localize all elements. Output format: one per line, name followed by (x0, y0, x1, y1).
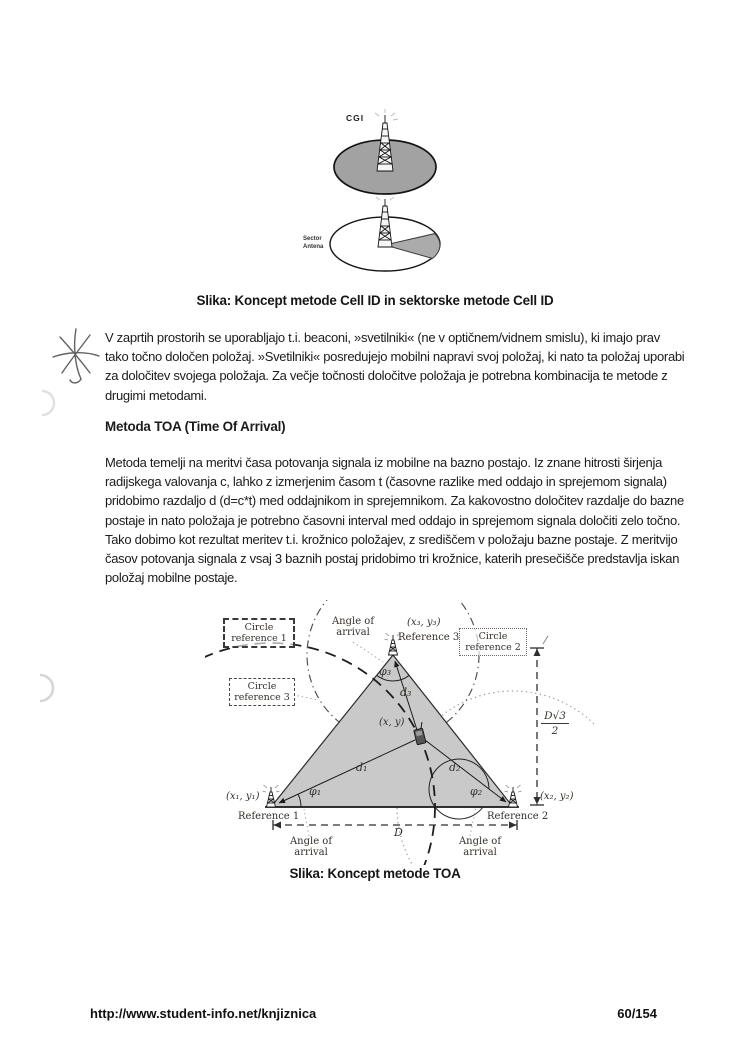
d1-label: d₁ (356, 761, 368, 774)
coords-xy-label: (x, y) (379, 717, 405, 728)
phi1-label: φ₁ (309, 785, 322, 798)
fraction-numerator: D√3 (544, 710, 566, 722)
handwritten-star-mark (45, 322, 107, 394)
fraction-denominator: 2 (541, 723, 569, 737)
cellid-figure-caption: Slika: Koncept metode Cell ID in sektorske metode Cell ID (196, 293, 554, 308)
d3-label: d₃ (400, 686, 412, 699)
circle-reference-3-box: Circle reference 3 (229, 678, 295, 706)
ring-mark-bottom (27, 672, 57, 704)
sector-antenna-label-line1: Sector (303, 236, 322, 242)
ring-mark-top (30, 388, 58, 418)
body-paragraph-1: V zaprtih prostorih se uporabljajo t.i. beaconi, »svetilniki« (ne v optičnem/vidnem smislu), ki imajo prav tako točno določen položaj. »Svetilniki« posredujejo mobilni napravi svoj položaj, ki nato ta položaj uporabi za določitev svojega položaja. Za večje točnosti določitve položaja je potrebna kombinacija te metode z drugimi metodami. (105, 330, 685, 403)
reference-2-label: Reference 2 (487, 811, 549, 822)
reference-1-label: Reference 1 (238, 811, 300, 822)
height-fraction-label (541, 710, 569, 737)
cellid-figure (290, 103, 485, 298)
angle-of-arrival-label-right: Angle of arrival (458, 836, 502, 858)
circle-reference-2-box: Circle reference 2 (459, 628, 527, 656)
reference-3-label: Reference 3 (398, 632, 460, 643)
coords-1-label: (x₁, y₁) (226, 791, 260, 802)
signal-marks-icon (375, 109, 398, 120)
coords-2-label: (x₂, y₂) (540, 791, 574, 802)
sector-antenna-label-line2: Antena (303, 244, 324, 250)
body-paragraph-2: Metoda temelji na meritvi časa potovanja signala iz mobilne na bazno postajo. Iz znane hitrosti širjenja radijskega valovanja c, lahko z izmerjenim časom t (časovne razlike med oddajo in sprejemom signala) pridobimo razdaljo d (d=c*t) med oddajnikom in sprejemnikom. Za kakovostno določitev razdalje do bazne postaje in nato položaja je potrebno časovni interval med oddajo in sprejemom signala določiti zelo točno. Tako dobimo kot rezultat meritev t.i. krožnico položajev, z središčem v položaju bazne postaje. Z meritvijo časov potovanja signala z vsaj 3 baznih postaj pridobimo tri krožnice, katerih presečišče predstavlja iskan položaj mobilne postaje. (105, 455, 684, 586)
phi3-label: φ₃ (379, 665, 392, 678)
coords-3-label: (x₃, y₃) (407, 617, 441, 628)
footer-url: http://www.student-info.net/knjiznica (90, 1006, 317, 1021)
cgi-label: CGI (346, 113, 365, 123)
d2-label: d₂ (449, 761, 461, 774)
phi2-label: φ₂ (470, 785, 483, 798)
footer-page-number: 60/154 (617, 1006, 657, 1021)
toa-figure-caption: Slika: Koncept metode TOA (289, 866, 461, 881)
toa-heading: Metoda TOA (Time Of Arrival) (105, 419, 286, 434)
distance-d-label: D (394, 826, 403, 839)
angle-of-arrival-label-left: Angle of arrival (289, 836, 333, 858)
angle-of-arrival-label-top: Angle of arrival (331, 616, 375, 638)
circle-reference-1-box: Circle reference 1 (223, 618, 295, 648)
